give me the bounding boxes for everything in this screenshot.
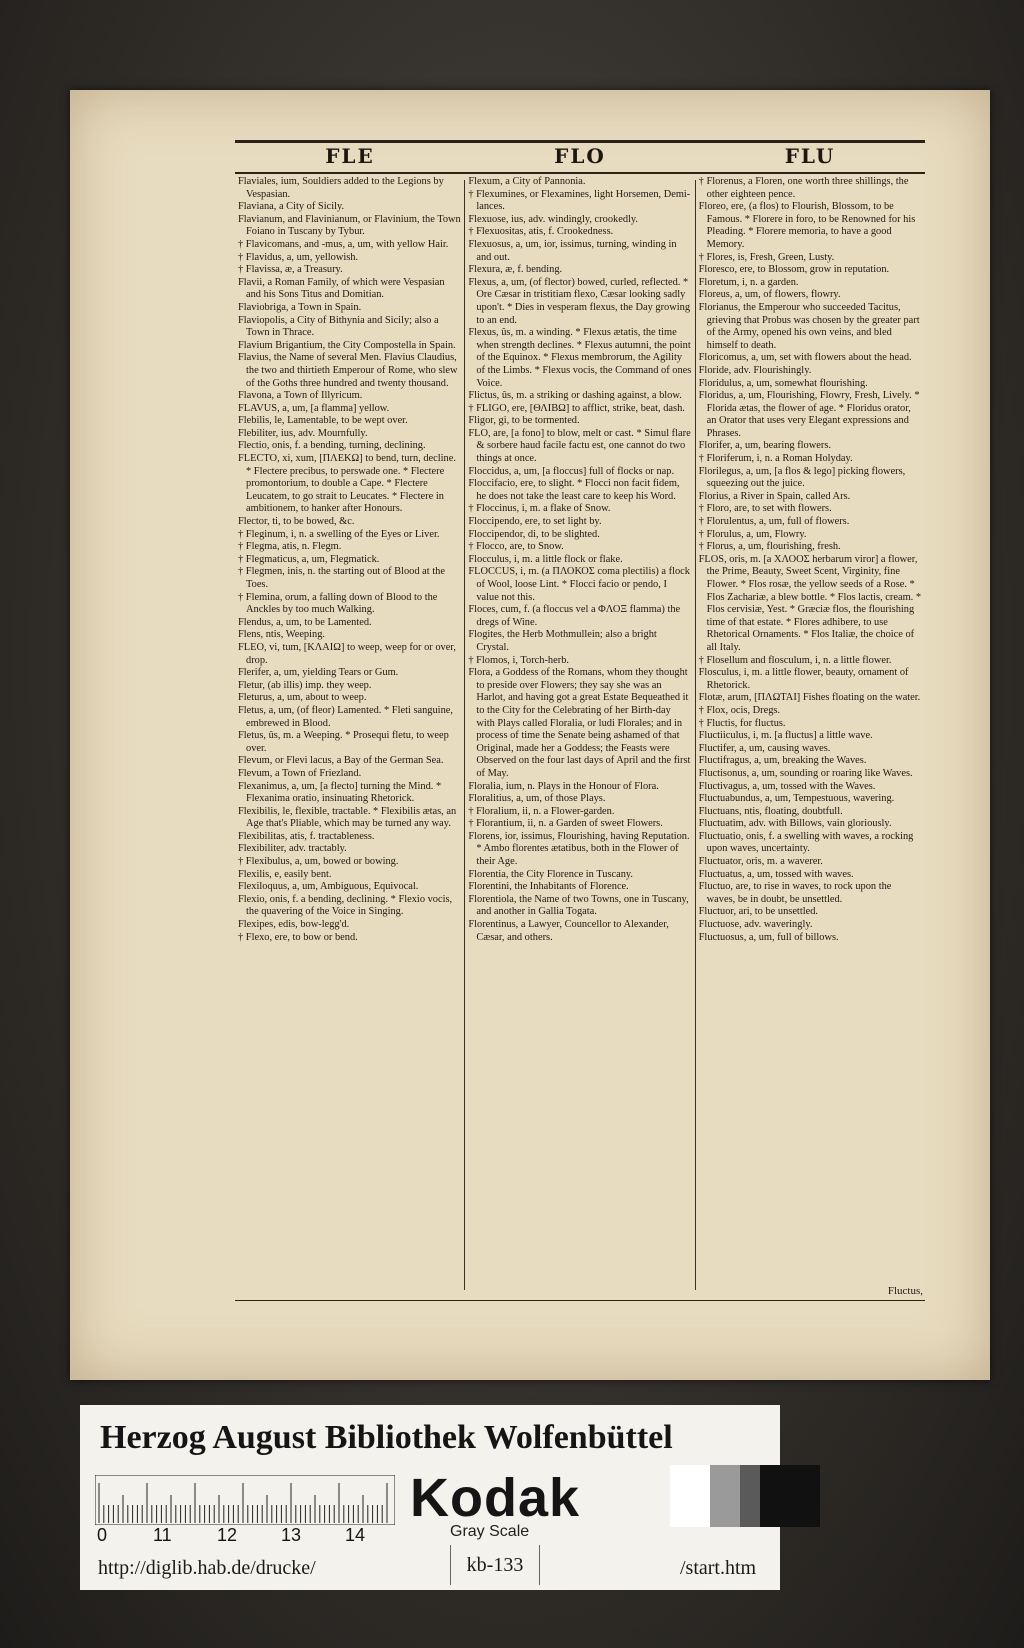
ruler-scale [95, 1475, 395, 1525]
dictionary-entry: Flexilis, e, easily bent. [238, 868, 332, 880]
dictionary-entry: FLEO, vi, tum, [ΚΛΑΙΩ] to weep, weep for or over, drop. [238, 641, 456, 666]
dictionary-entry: Floreo, ere, (a flos) to Flourish, Blossom, to be Famous. * Florere in foro, to be Renowned for his Pleading. * Florere memoria, to have a good Memory. [698, 201, 916, 250]
dictionary-entry: † Flocco, are, to Snow. [468, 541, 564, 553]
dictionary-entry: Flexus, ûs, m. a winding. * Flexus ætatis, the time when strength declines. * Flexus autumni, the point of the Equinox. * Flexus membrorum, the Agility of the Limbs. * Flexus vocis, the Command of ones Voice. [468, 327, 692, 389]
dictionary-entry: † Floccinus, i, m. a flake of Snow. [468, 503, 611, 515]
dictionary-entry: Flosculus, i, m. a little flower, beauty, ornament of Rhetorick. [698, 667, 909, 691]
dictionary-entry: Fluctuatim, adv. with Billows, vain gloriously. [698, 818, 892, 830]
dictionary-entry: Fluctuabundus, a, um, Tempestuous, wavering. [698, 793, 895, 805]
dictionary-entry: Fluctuatus, a, um, tossed with waves. [698, 868, 854, 880]
dictionary-entry: † Flosellum and flosculum, i, n. a little flower. [698, 654, 892, 666]
headword-center: FLO [554, 144, 606, 168]
dictionary-entry: Flebiliter, ius, adv. Mournfully. [238, 427, 368, 439]
columns [235, 176, 925, 1306]
dictionary-entry: † Fluctis, for fluctus. [698, 717, 786, 729]
dictionary-entry: Fluctifragus, a, um, breaking the Waves. [698, 755, 867, 767]
dictionary-entry: † Flox, ocis, Dregs. [698, 704, 781, 716]
dictionary-entry: Fletus, ûs, m. a Weeping. * Prosequi fletu, to weep over. [238, 730, 449, 754]
dictionary-entry: Florianus, the Emperour who succeeded Tacitus, grieving that Probus was chosen by the greater part of the Army, opened his own veins, and bled himself to death. [698, 301, 920, 351]
dictionary-entry: Flerifer, a, um, yielding Tears or Gum. [238, 667, 399, 679]
dictionary-entry: Floridus, a, um, Flourishing, Flowry, Fresh, Lively. * Florida ætas, the flower of age. * Floridus orator, an Orator that uses very Elegant expressions and Phrases. [698, 390, 920, 439]
shelf-code: kb-133 [450, 1545, 540, 1585]
dictionary-entry: Fluctuans, ntis, floating, doubtfull. [698, 805, 843, 817]
kodak-brand: Kodak [410, 1468, 581, 1528]
top-rule [235, 140, 925, 143]
dictionary-entry: Fleturus, a, um, about to weep. [238, 692, 367, 704]
library-title: Herzog August Bibliothek Wolfenbüttel [100, 1419, 673, 1456]
dictionary-entry: Flexio, onis, f. a bending, declining. * Flexio vocis, the quavering of the Voice in Singing. [238, 893, 453, 918]
dictionary-entry: Flaviales, ium, Souldiers added to the Legions by Vespasian. [238, 176, 444, 200]
dictionary-entry: † Florulus, a, um, Flowry. [698, 528, 807, 540]
dictionary-entry: Flens, ntis, Weeping. [238, 629, 326, 641]
gray-block-mid [710, 1465, 740, 1527]
dictionary-entry: † Florenus, a Floren, one worth three shillings, the other eighteen pence. [698, 176, 909, 200]
dictionary-entry: Florentiola, the Name of two Towns, one in Tuscany, and another in Gallia Togata. [468, 893, 689, 918]
ruler-number: 12 [217, 1525, 238, 1545]
dictionary-entry: Floreus, a, um, of flowers, flowry. [698, 289, 841, 301]
dictionary-entry: Fluctuo, are, to rise in waves, to rock upon the waves, be in doubt, be unsettled. [698, 881, 892, 905]
dictionary-entry: † Floriferum, i, n. a Roman Holyday. [698, 453, 853, 465]
dictionary-entry: Flexuosus, a, um, ior, issimus, turning, winding in and out. [468, 238, 677, 263]
dictionary-entry: Fluctivagus, a, um, tossed with the Waves. [698, 780, 876, 792]
ruler-numbers [95, 1525, 395, 1549]
dictionary-entry: Flexanimus, a, um, [a flecto] turning the Mind. * Flexanima oratio, insinuating Rhetorick. [238, 780, 442, 805]
dictionary-entry: † Flegmen, inis, n. the starting out of Blood at the Toes. [238, 566, 445, 590]
dictionary-entry: Flexipes, edis, bow-legg'd. [238, 919, 350, 931]
dictionary-entry: Fluctuator, oris, m. a waverer. [698, 856, 823, 868]
dictionary-entry: † Flexibulus, a, um, bowed or bowing. [238, 856, 399, 868]
gray-block-dark [740, 1465, 760, 1527]
dictionary-entry: Flebilis, le, Lamentable, to be wept over. [238, 415, 408, 427]
dictionary-entry: FLOCCUS, i, m. (a ΠΛΟΚΟΣ coma plectilis) a flock of Wool, loose Lint. * Flocci facio or pendo, I value not this. [468, 566, 690, 603]
dictionary-entry: † Flegma, atis, n. Flegm. [238, 541, 342, 553]
catchword: Fluctus, [887, 1285, 923, 1297]
dictionary-entry: FLOS, oris, m. [a ΧΛΟΟΣ herbarum viror] a flower, the Prime, Beauty, Sweet Scent, Virginity, fine Flower. * Flos rosæ, the yellow seeds of a Rose. * Flos Zachariæ, a blew bottle. * Flos lactis, cream. * Flos cervisiæ, Yest. * Græciæ flos, the flourishing time of that estate. * Flores adhibere, to use Rhetorical Ornaments. * Flos Italiæ, the choice of all Italy. [698, 553, 922, 653]
gray-block-black [760, 1465, 820, 1527]
dictionary-entry: † Flavidus, a, um, yellowish. [238, 251, 359, 263]
headword-left: FLE [325, 144, 375, 168]
dictionary-entry: Flevum, a Town of Friezland. [238, 767, 362, 779]
dictionary-entry: † Flegmaticus, a, um, Flegmatick. [238, 553, 380, 565]
dictionary-entry: Flexibilitas, atis, f. tractableness. [238, 830, 375, 842]
dictionary-entry: Floretum, i, n. a garden. [698, 276, 799, 288]
dictionary-entry: Fluctuosus, a, um, full of billows. [698, 931, 839, 943]
dictionary-entry: Flectio, onis, f. a bending, turning, declining. [238, 440, 426, 452]
dictionary-entry: Fluctiiculus, i, m. [a fluctus] a little wave. [698, 730, 873, 742]
ruler-number: 11 [153, 1525, 172, 1545]
dictionary-entry: Floralitius, a, um, of those Plays. [468, 793, 606, 805]
ruler-frame [95, 1475, 395, 1525]
dictionary-entry: Floccipendor, di, to be slighted. [468, 528, 600, 540]
source-url: http://diglib.hab.de/drucke/ [98, 1557, 316, 1579]
dictionary-entry: † Flavissa, æ, a Treasury. [238, 264, 343, 276]
dictionary-entry: Flaviobriga, a Town in Spain. [238, 301, 362, 313]
start-path: /start.htm [680, 1557, 757, 1579]
dictionary-entry: † Flexo, ere, to bow or bend. [238, 931, 358, 943]
dictionary-entry: Floridulus, a, um, somewhat flourishing. [698, 377, 868, 389]
headword-right: FLU [784, 144, 836, 168]
dictionary-entry: † Florulentus, a, um, full of flowers. [698, 516, 850, 528]
dictionary-entry: Fluctuatio, onis, f. a swelling with waves, a rocking upon waves, uncertainty. [698, 830, 914, 855]
dictionary-entry: Fluctuose, adv. waveringly. [698, 919, 813, 931]
dictionary-entry: Floces, cum, f. (a floccus vel a ΦΛΟΞ flamma) the dregs of Wine. [468, 604, 681, 628]
dictionary-entry: † Fleginum, i, n. a swelling of the Eyes or Liver. [238, 528, 440, 540]
dictionary-entry: † Flexumines, or Flexamines, light Horsemen, Demi-lances. [468, 188, 691, 213]
dictionary-entry: Flotæ, arum, [ΠΛΩΤΑΙ] Fishes floating on the water. [698, 692, 921, 704]
dictionary-entry: † Flemina, orum, a falling down of Blood to the Anckles by too much Walking. [238, 591, 438, 616]
dictionary-entry: † Floralium, ii, n. a Flower-garden. [468, 805, 615, 817]
library-label-card [80, 1405, 780, 1590]
dictionary-entry: Flexibilis, le, flexible, tractable. * Flexibilis ætas, an Age that's Pliable, which may be turned any way. [238, 805, 457, 830]
ruler-number: 14 [345, 1525, 366, 1545]
dictionary-entry: † Florus, a, um, flourishing, fresh. [698, 541, 841, 553]
dictionary-entry: Florilegus, a, um, [a flos & lego] picking flowers, squeezing out the juice. [698, 465, 906, 490]
dictionary-entry: Florentinus, a Lawyer, Councellor to Alexander, Cæsar, and others. [468, 919, 669, 943]
dictionary-entry: † Flomos, i, Torch-herb. [468, 654, 569, 666]
dictionary-entry: Flexiloquus, a, um, Ambiguous, Equivocal. [238, 881, 419, 893]
bottom-rule [235, 1300, 925, 1301]
page-content [235, 140, 925, 1310]
column-right [696, 176, 925, 1306]
dictionary-entry: Flexura, æ, f. bending. [468, 264, 563, 276]
dictionary-entry: Flictus, ûs, m. a striking or dashing against, a blow. [468, 390, 682, 402]
dictionary-entry: Florens, ior, issimus, Flourishing, having Reputation. * Ambo florentes ætatibus, both in the Flower of their Age. [468, 830, 690, 868]
ruler-number: 13 [281, 1525, 302, 1545]
dictionary-entry: † Floro, are, to set with flowers. [698, 503, 832, 515]
dictionary-entry: Flavona, a Town of Illyricum. [238, 390, 363, 402]
gray-block-white [670, 1465, 710, 1527]
dictionary-entry: Flavius, the Name of several Men. Flavius Claudius, the two and thirtieth Emperour of Rome, who slew of the Goths three hundred and twenty thousand. [238, 352, 458, 389]
dictionary-entry: FLAVUS, a, um, [a flamma] yellow. [238, 402, 390, 414]
dictionary-entry: Fligor, gi, to be tormented. [468, 415, 580, 427]
dictionary-entry: Florius, a River in Spain, called Ars. [698, 490, 851, 502]
dictionary-entry: Fluctisonus, a, um, sounding or roaring like Waves. [698, 767, 913, 779]
dictionary-entry: FLECTO, xi, xum, [ΠΛΕΚΩ] to bend, turn, decline. * Flectere precibus, to perswade one. * Flectere promontorium, to double a Cape. * Flectere Leucatem, to go strait to Leucates. * Flectere in ambitionem, to hanker after Honours. [238, 453, 456, 515]
dictionary-entry: Floralia, ium, n. Plays in the Honour of Flora. [468, 780, 659, 792]
dictionary-entry: † FLIGO, ere, [ΘΛΙΒΩ] to afflict, strike, beat, dash. [468, 402, 685, 414]
dictionary-entry: Floresco, ere, to Blossom, grow in reputation. [698, 264, 890, 276]
gray-scale-label: Gray Scale [450, 1523, 530, 1540]
running-head [235, 144, 925, 172]
ruler-number: 0 [97, 1525, 108, 1545]
dictionary-entry: Florentia, the City Florence in Tuscany. [468, 868, 634, 880]
dictionary-entry: † Flavicomans, and -mus, a, um, with yellow Hair. [238, 238, 449, 250]
dictionary-entry: Flendus, a, um, to be Lamented. [238, 616, 372, 628]
dictionary-entry: Floride, adv. Flourishingly. [698, 364, 812, 376]
dictionary-entry: Florentini, the Inhabitants of Florence. [468, 881, 629, 893]
dictionary-entry: Flogites, the Herb Mothmullein; also a bright Crystal. [468, 629, 657, 653]
dictionary-entry: Flector, ti, to be bowed, &c. [238, 516, 355, 528]
dictionary-entry: FLO, are, [a fono] to blow, melt or cast. * Simul flare & sorbere haud facile factu est, one cannot do two things at once. [468, 427, 691, 465]
dictionary-entry: Flora, a Goddess of the Romans, whom they thought to preside over Flowers; they say she was an Harlot, and having got a great Estate Bequeathed it to the City for the Celebrating of her Birth-day with Plays called Floralia, or ludi Florales; and in process of time the Senate being ashamed of that Original, made her a Goddess; the Feasts were Observed on the four last days of April and the first of May. [468, 667, 691, 779]
dictionary-entry: Fluctuor, ari, to be unsettled. [698, 906, 818, 918]
dictionary-entry: Flavii, a Roman Family, of which were Vespasian and his Sons Titus and Domitian. [238, 276, 445, 301]
dictionary-entry: Floricomus, a, um, set with flowers about the head. [698, 352, 912, 364]
column-left [235, 176, 464, 1306]
dictionary-entry: Flocculus, i, m. a little flock or flake. [468, 553, 623, 565]
dictionary-entry: Flaviana, a City of Sicily. [238, 201, 345, 213]
dictionary-entry: † Flexuositas, atis, f. Crookedness. [468, 226, 614, 238]
dictionary-entry: Flexum, a City of Pannonia. [468, 176, 586, 187]
dictionary-entry: Floccipendo, ere, to set light by. [468, 516, 602, 528]
dictionary-entry: Fletus, a, um, (of fleor) Lamented. * Fleti sanguine, embrewed in Blood. [238, 704, 453, 729]
dictionary-entry: Flexuose, ius, adv. windingly, crookedly. [468, 213, 639, 225]
dictionary-entry: Floccifacio, ere, to slight. * Flocci non facit fidem, he does not take the least care to keep his Word. [468, 478, 680, 502]
dictionary-entry: Fletur, (ab illis) imp. they weep. [238, 679, 372, 691]
dictionary-entry: Flevum, or Flevi lacus, a Bay of the German Sea. [238, 755, 444, 767]
head-rule [235, 172, 925, 174]
dictionary-entry: Flexibiliter, adv. tractably. [238, 843, 347, 855]
dictionary-entry: Florifer, a, um, bearing flowers. [698, 440, 831, 452]
dictionary-entry: † Flores, is, Fresh, Green, Lusty. [698, 251, 835, 263]
dictionary-entry: † Florantium, ii, n. a Garden of sweet Flowers. [468, 818, 663, 830]
column-center [465, 176, 694, 1306]
dictionary-entry: Fluctifer, a, um, causing waves. [698, 742, 831, 754]
dictionary-entry: Flavianum, and Flavinianum, or Flavinium, the Town Foiano in Tuscany by Tybur. [238, 213, 461, 238]
dictionary-entry: Flexus, a, um, (of flector) bowed, curled, reflected. * Ore Cæsar in tristitiam flexo, Cæsar looking sadly upon't. * Dies in vesperam flexus, the Day growing to an end. [468, 276, 691, 326]
dictionary-entry: Floccidus, a, um, [a floccus] full of flocks or nap. [468, 465, 675, 477]
dictionary-entry: Flavium Brigantium, the City Compostella in Spain. [238, 339, 456, 351]
dictionary-entry: Flaviopolis, a City of Bithynia and Sicily; also a Town in Thrace. [238, 314, 439, 339]
gray-scale-blocks [670, 1465, 820, 1527]
